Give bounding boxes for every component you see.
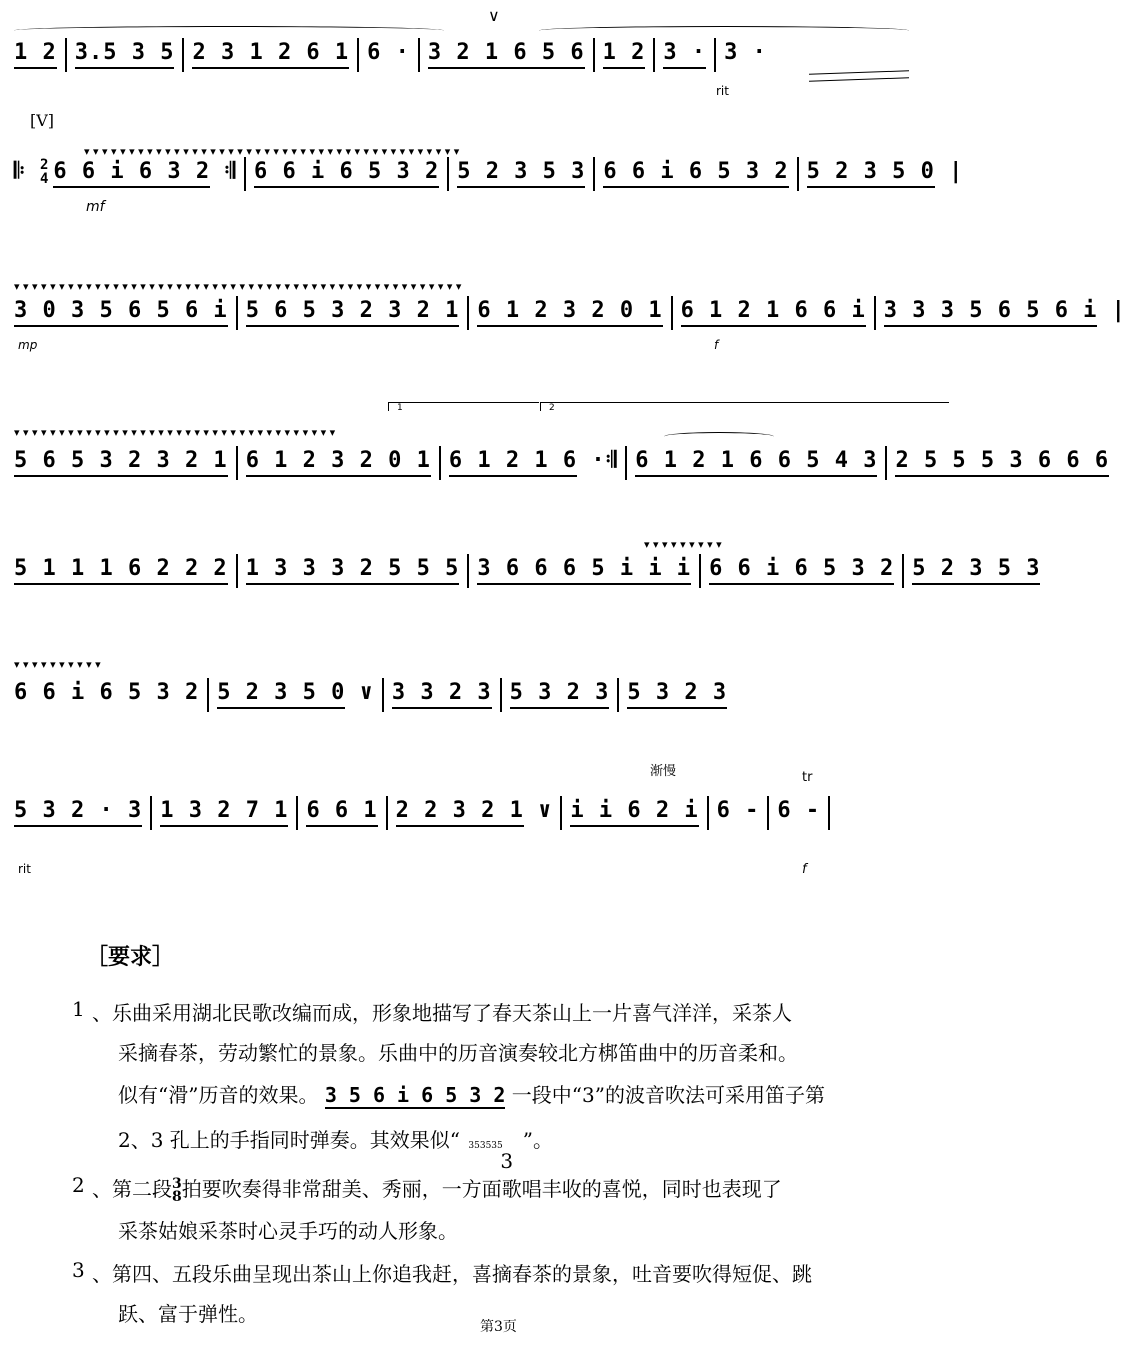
bar: 6 · bbox=[359, 38, 420, 72]
bar: 3.5 3 5 bbox=[67, 38, 185, 72]
item-2-line-1-tail: 拍要吹奏得非常甜美、秀丽，一方面歌唱丰收的喜悦，同时也表现了 bbox=[181, 1177, 782, 1201]
bar: 3 3 2 3 bbox=[384, 678, 502, 712]
score-row-7 bbox=[14, 764, 964, 877]
bar: 3 0 3 5 6 5 6 i bbox=[14, 296, 238, 330]
bar: 3 6 6 6 5 i i i bbox=[469, 554, 701, 588]
dynamic-mark: f bbox=[714, 338, 719, 352]
slur bbox=[14, 26, 444, 35]
notes-row-1 bbox=[14, 38, 964, 72]
dynamic-mark: f bbox=[802, 862, 807, 877]
time-signature: 2 4 bbox=[39, 157, 50, 187]
bar: 3 3 3 5 6 5 6 i | bbox=[876, 296, 1134, 330]
staccato-marks: ▾ ▾ ▾ ▾ ▾ ▾ ▾ ▾ ▾ bbox=[644, 538, 722, 551]
score-row-5 bbox=[14, 530, 1041, 610]
item-1-line-2: 采摘春茶，劳动繁忙的景象。乐曲中的历音演奏较北方梆笛曲中的历音柔和。 bbox=[118, 1041, 798, 1065]
bar: 3 · bbox=[724, 40, 767, 65]
bar: 5 1 1 1 6 2 2 2 bbox=[14, 554, 238, 588]
bar: 5 2 3 5 3 bbox=[904, 554, 1048, 588]
volta-2: 2 bbox=[540, 402, 949, 411]
notes-row-5 bbox=[14, 554, 1041, 588]
item-number: 3 bbox=[72, 1258, 85, 1282]
item-2-line-1-head: 、第二段 bbox=[92, 1177, 172, 1201]
bar: 1 3 3 3 2 5 5 5 bbox=[238, 554, 470, 588]
bar: 6 1 2 1 6 6 5 4 3 bbox=[627, 446, 887, 480]
bar: 5 3 2 3 bbox=[502, 678, 620, 712]
score-row-3 bbox=[14, 272, 1126, 352]
ornament-small-notes: 353535 bbox=[468, 1141, 503, 1151]
dynamic-mark: rit bbox=[18, 862, 31, 876]
slur bbox=[664, 432, 774, 441]
meter-fraction: 3 8 bbox=[172, 1175, 182, 1205]
volta-1: 1 bbox=[388, 402, 539, 411]
item-1-line-3-tail: 一段中“3”的波音吹法可采用笛子第 bbox=[511, 1083, 825, 1107]
staccato-marks: ▾ ▾ ▾ ▾ ▾ ▾ ▾ ▾ ▾ ▾ ▾ ▾ ▾ ▾ ▾ ▾ ▾ ▾ ▾ ▾ ▾ ▾ ▾ ▾ ▾ ▾ ▾ ▾ ▾ ▾ ▾ ▾ ▾ ▾ ▾ ▾ bbox=[14, 426, 336, 439]
bar: 6 6 i 6 5 3 2 bbox=[701, 554, 904, 588]
staccato-marks: ▾ ▾ ▾ ▾ ▾ ▾ ▾ ▾ ▾ ▾ bbox=[14, 658, 101, 671]
bar: 2 2 3 2 1 ∨ bbox=[388, 796, 563, 830]
item-3-line-2: 跃、富于弹性。 bbox=[118, 1302, 258, 1326]
notes-row-3 bbox=[14, 296, 1126, 330]
trill-mark: tr bbox=[802, 770, 813, 785]
bar: 6 6 1 bbox=[298, 796, 387, 830]
bar: 6 1 2 3 2 0 1 bbox=[238, 446, 441, 480]
bar: 5 2 3 5 0 | bbox=[799, 157, 972, 191]
dynamic-mark: mp bbox=[18, 338, 38, 352]
bar: 6 6 i 6 5 3 2 bbox=[246, 157, 449, 191]
page-number: 第3页 bbox=[480, 1319, 517, 1335]
bar: 5 3 2 · 3 bbox=[14, 796, 152, 830]
item-1-line-4-text: 2、3 孔上的手指同时弹奏。其效果似“ bbox=[118, 1128, 461, 1152]
item-2-line-1 bbox=[92, 1173, 782, 1204]
item-1-line-1: 、乐曲采用湖北民歌改编而成，形象地描写了春天茶山上一片喜气洋洋，采茶人 bbox=[92, 1001, 792, 1025]
bar: 6 6 i 6 5 3 2 bbox=[14, 678, 209, 712]
bar: 5 2 3 5 3 bbox=[449, 157, 595, 191]
staccato-marks: ▾ ▾ ▾ ▾ ▾ ▾ ▾ ▾ ▾ ▾ ▾ ▾ ▾ ▾ ▾ ▾ ▾ ▾ ▾ ▾ ▾ ▾ ▾ ▾ ▾ ▾ ▾ ▾ ▾ ▾ ▾ ▾ ▾ ▾ ▾ ▾ ▾ ▾ ▾ ▾ ▾ ▾ ▾ ▾ ▾ ▾ ▾ ▾ ▾ ▾ bbox=[14, 280, 462, 293]
bar: 5 6 5 3 2 3 2 1 bbox=[14, 446, 238, 480]
score-row-1 bbox=[14, 6, 964, 100]
item-1-line-4 bbox=[118, 1124, 553, 1173]
bar: 3 · bbox=[655, 38, 716, 72]
requirements-title: ［要求］ bbox=[86, 944, 175, 970]
bar: 6 - bbox=[769, 796, 830, 830]
score-row-4 bbox=[14, 402, 1110, 482]
breath-mark: ∨ bbox=[488, 6, 500, 25]
example-notes: 3 5 6 i 6 5 3 2 bbox=[324, 1083, 506, 1107]
bar: 6 1 2 1 6 6 i bbox=[673, 296, 876, 330]
item-1-line-4-tail: ”。 bbox=[522, 1128, 553, 1152]
item-1-line-3 bbox=[118, 1079, 825, 1108]
bar: 1 2 bbox=[595, 38, 656, 72]
notes-row-6 bbox=[14, 678, 964, 712]
item-2-line-2: 采茶姑娘采茶时心灵手巧的动人形象。 bbox=[118, 1219, 458, 1243]
score-row-2 bbox=[14, 111, 964, 215]
section-bracket: [V] bbox=[30, 111, 55, 130]
bar: 3 2 1 6 5 6 bbox=[420, 38, 595, 72]
bar: 6 - bbox=[709, 796, 770, 830]
bar: 𝄆 2 4 6 6 i 6 3 2 𝄇 bbox=[14, 157, 246, 191]
staccato-marks: ▾ ▾ ▾ ▾ ▾ ▾ ▾ ▾ ▾ ▾ ▾ ▾ ▾ ▾ ▾ ▾ ▾ ▾ ▾ ▾ ▾ ▾ ▾ ▾ ▾ ▾ ▾ ▾ ▾ ▾ ▾ ▾ ▾ ▾ ▾ ▾ ▾ ▾ ▾ ▾ ▾ ▾ bbox=[84, 145, 460, 158]
ornament-main-note: 3 bbox=[500, 1149, 514, 1173]
bar: 5 6 5 3 2 3 2 1 bbox=[238, 296, 470, 330]
dynamic-mark: mf bbox=[86, 199, 105, 215]
bar: 5 2 3 5 0 ∨ bbox=[209, 678, 384, 712]
bar: 2 3 1 2 6 1 bbox=[184, 38, 359, 72]
bar: 6 1 2 3 2 0 1 bbox=[469, 296, 672, 330]
tempo-marking: 渐慢 bbox=[650, 764, 677, 779]
bar: 6 6 i 6 5 3 2 bbox=[595, 157, 798, 191]
bar: 2 5 5 5 3 6 6 6 bbox=[887, 446, 1117, 480]
item-1-line-3-text: 似有“滑”历音的效果。 bbox=[118, 1083, 319, 1107]
dynamic-mark: rit bbox=[716, 84, 729, 98]
slur bbox=[539, 26, 909, 35]
item-number: 1 bbox=[72, 997, 85, 1021]
item-3-line-1: 、第四、五段乐曲呈现出茶山上你追我赶，喜摘春茶的景象，吐音要吹得短促、跳 bbox=[92, 1262, 812, 1286]
bar: 1 2 bbox=[14, 38, 67, 72]
bar: i i 6 2 i bbox=[562, 796, 708, 830]
item-number: 2 bbox=[72, 1173, 85, 1197]
score-row-6 bbox=[14, 652, 964, 732]
notes-row-4 bbox=[14, 446, 1110, 480]
bar: 6 1 2 1 6 ·𝄇 bbox=[441, 446, 627, 480]
bar: 5 3 2 3 bbox=[619, 678, 735, 712]
notes-row-2 bbox=[14, 157, 964, 191]
notes-row-7 bbox=[14, 796, 964, 830]
bar: 1 3 2 7 1 bbox=[152, 796, 298, 830]
